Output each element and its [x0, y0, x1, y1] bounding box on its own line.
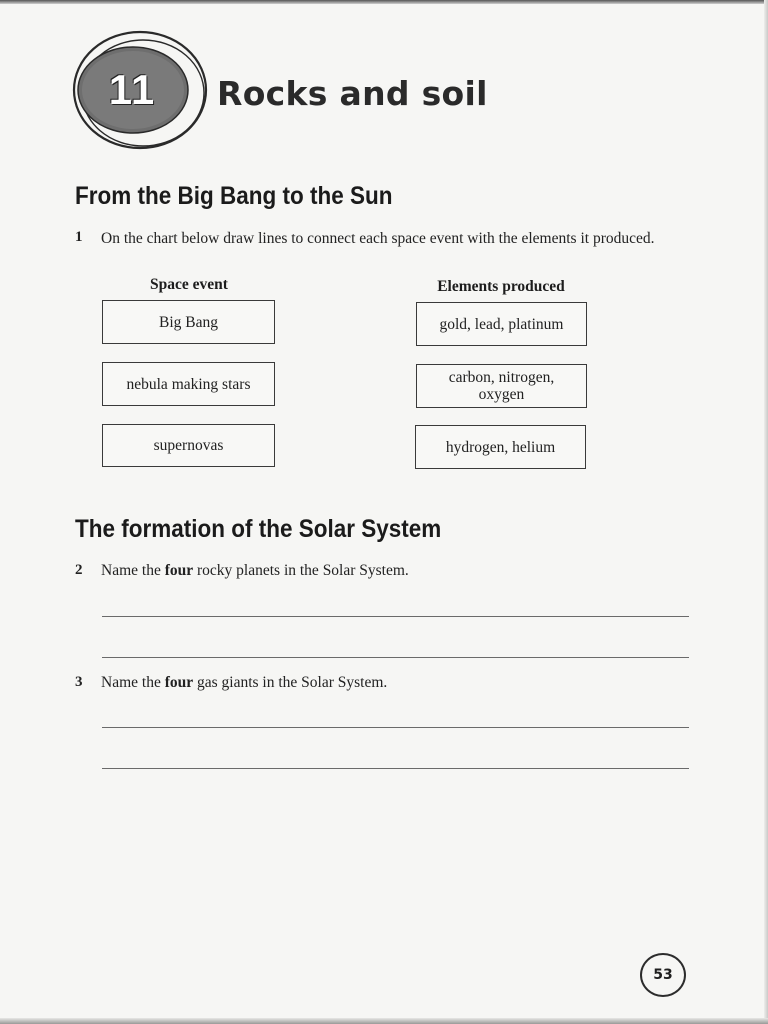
section-title-big-bang: From the Big Bang to the Sun [75, 182, 393, 210]
page-bottom-edge [0, 1018, 768, 1024]
question-2-number: 2 [75, 562, 83, 578]
answer-line-q2-1[interactable] [102, 616, 689, 617]
answer-line-q3-2[interactable] [102, 768, 689, 769]
space-event-box-nebula[interactable] [102, 362, 275, 406]
element-label: carbon, nitrogen, oxygen [448, 369, 555, 403]
chapter-number: 11 [108, 66, 156, 113]
element-label: gold, lead, platinum [439, 315, 564, 333]
question-3-text-part: Name the [101, 674, 165, 691]
chapter-badge [70, 30, 210, 154]
question-2-emphasis: four [164, 562, 194, 579]
question-1-text: On the chart below draw lines to connect each space event with the elements it produced. [101, 230, 655, 247]
page-top-edge [0, 0, 768, 4]
element-label: hydrogen, helium [445, 438, 556, 456]
space-event-header: Space event [150, 276, 228, 293]
question-3-emphasis: four [164, 674, 194, 691]
element-box-gold-lead-platinum[interactable] [416, 302, 587, 346]
question-1-number: 1 [75, 229, 83, 245]
question-3-text [101, 674, 701, 691]
element-box-carbon-nitrogen-oxygen[interactable] [416, 364, 587, 408]
question-3-text-part: gas giants in the Solar System. [193, 674, 388, 691]
question-2-text-part: Name the [101, 562, 165, 579]
space-event-label: nebula making stars [126, 375, 251, 393]
question-2-text [101, 562, 701, 579]
element-box-hydrogen-helium[interactable] [415, 425, 586, 469]
page-right-edge [764, 0, 768, 1024]
question-2-text-part: rocky planets in the Solar System. [193, 562, 409, 579]
elements-produced-header: Elements produced [437, 278, 565, 295]
space-event-box-big-bang[interactable] [102, 300, 275, 344]
question-3-number: 3 [75, 674, 83, 690]
space-event-label: Big Bang [159, 313, 218, 331]
section-title-solar-system: The formation of the Solar System [75, 515, 442, 543]
answer-line-q3-1[interactable] [102, 727, 689, 728]
space-event-box-supernovas[interactable] [102, 424, 275, 467]
space-event-label: supernovas [153, 437, 224, 454]
page-number: 53 [640, 953, 686, 997]
answer-line-q2-2[interactable] [102, 657, 689, 658]
chapter-title: Rocks and soil [217, 74, 488, 113]
